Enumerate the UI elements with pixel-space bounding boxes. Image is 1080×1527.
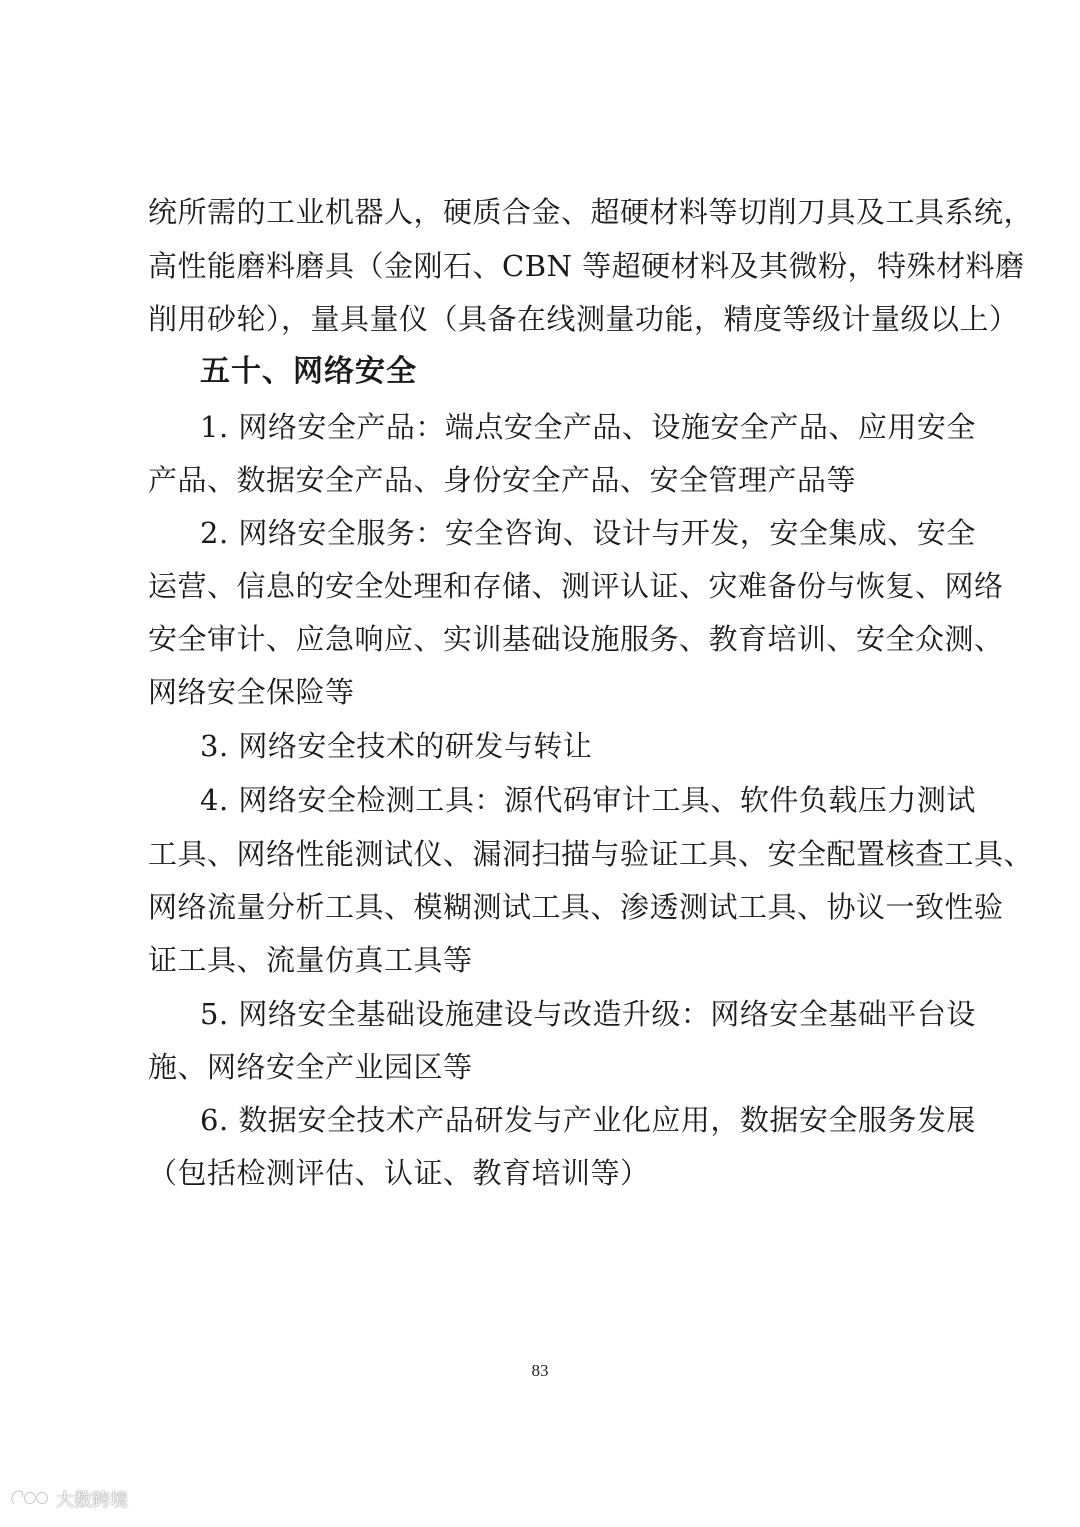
list-item-first-line: 1. 网络安全产品：端点安全产品、设施安全产品、应用安全 xyxy=(200,410,976,444)
list-item-line: 安全审计、应急响应、实训基础设施服务、教育培训、安全众测、 xyxy=(148,622,1004,656)
paragraph-line: 高性能磨料磨具（金刚石、CBN 等超硬材料及其微粉，特殊材料磨 xyxy=(148,249,1025,283)
list-item-first-line: 3. 网络安全技术的研发与转让 xyxy=(200,729,593,763)
list-item-line: 运营、信息的安全处理和存储、测评认证、灾难备份与恢复、网络 xyxy=(148,569,1004,603)
list-item-line: （包括检测评估、认证、教育培训等） xyxy=(148,1156,650,1190)
list-item-line: 网络流量分析工具、模糊测试工具、渗透测试工具、协议一致性验 xyxy=(148,890,1004,924)
watermark xyxy=(8,1486,128,1512)
section-heading: 五十、网络安全 xyxy=(200,354,417,389)
list-item-line: 证工具、流量仿真工具等 xyxy=(148,943,473,977)
list-item-first-line: 6. 数据安全技术产品研发与产业化应用，数据安全服务发展 xyxy=(200,1103,976,1137)
paragraph-line: 削用砂轮），量具量仪（具备在线测量功能，精度等级计量级以上） xyxy=(148,302,1019,336)
list-item-first-line: 5. 网络安全基础设施建设与改造升级：网络安全基础平台设 xyxy=(200,997,976,1031)
list-item-line: 施、网络安全产业园区等 xyxy=(148,1050,473,1084)
list-item-line: 工具、网络性能测试仪、漏洞扫描与验证工具、安全配置核查工具、 xyxy=(148,837,1034,871)
brand-logo-icon xyxy=(8,1486,52,1512)
list-item-first-line: 2. 网络安全服务：安全咨询、设计与开发，安全集成、安全 xyxy=(200,516,976,550)
list-item-line: 网络安全保险等 xyxy=(148,675,355,709)
list-item-first-line: 4. 网络安全检测工具：源代码审计工具、软件负载压力测试 xyxy=(200,783,976,817)
watermark-text: 大数跨境 xyxy=(56,1490,128,1511)
list-item-line: 产品、数据安全产品、身份安全产品、安全管理产品等 xyxy=(148,463,857,497)
page-number: 83 xyxy=(531,1361,549,1380)
paragraph-line: 统所需的工业机器人，硬质合金、超硬材料等切削刀具及工具系统， xyxy=(148,195,1034,229)
